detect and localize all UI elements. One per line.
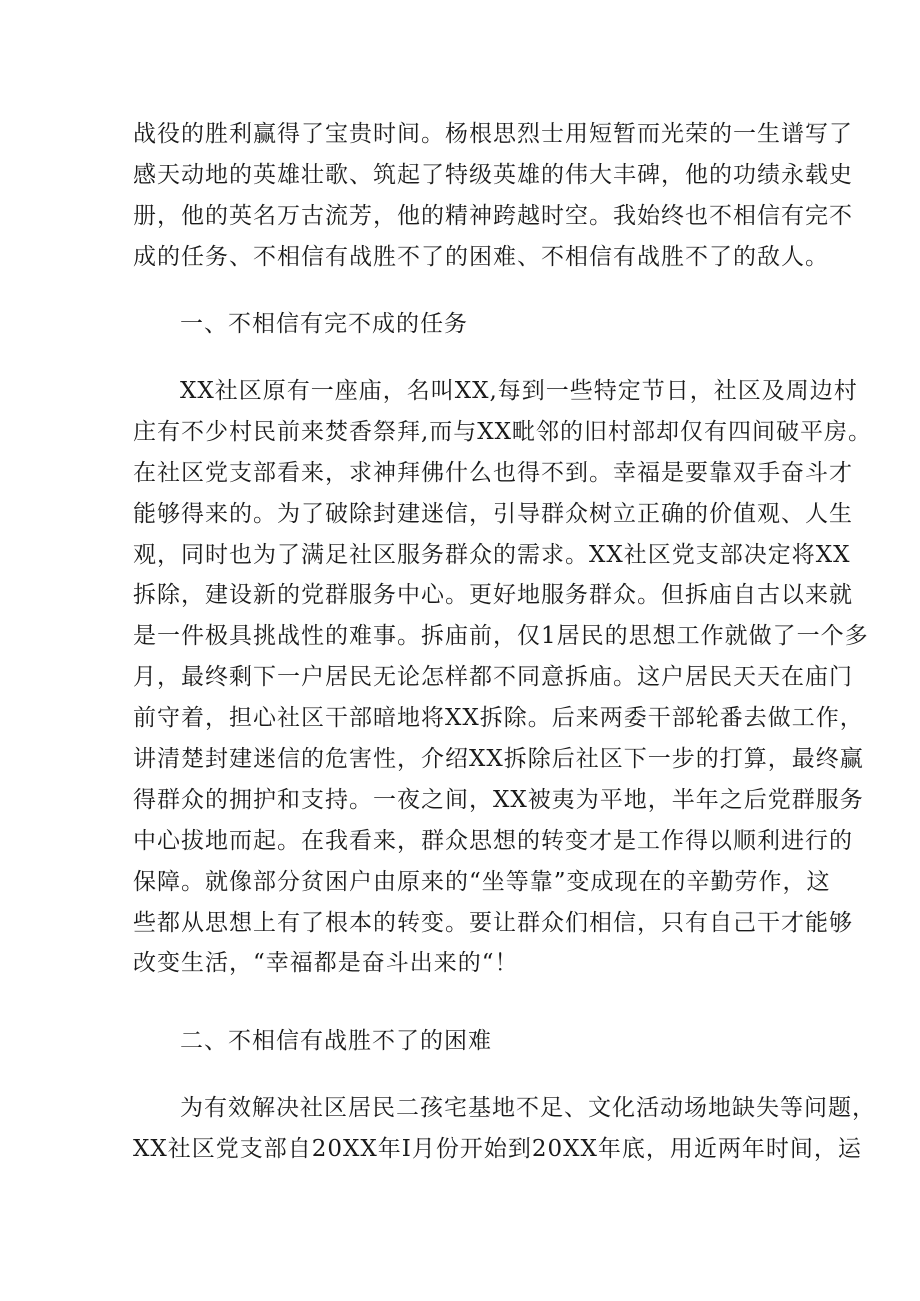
paragraph-line: 得群众的拥护和支持。一夜之间，XX被夷为平地，半年之后党群服务 [133, 786, 864, 813]
paragraph-line: 中心拔地而起。在我看来，群众思想的转变才是工作得以顺利进行的 [133, 827, 853, 854]
paragraph-line: 在社区党支部看来，求神拜佛什么也得不到。幸福是要靠双手奋斗才 [133, 459, 853, 486]
paragraph-line: 讲清楚封建迷信的危害性，介绍XX拆除后社区下一步的打算，最终赢 [133, 746, 864, 773]
paragraph-line: 能够得来的。为了破除封建迷信，引导群众树立正确的价值观、人生 [133, 500, 853, 527]
paragraph-line: 成的任务、不相信有战胜不了的困难、不相信有战胜不了的敌人。 [133, 243, 829, 270]
paragraph-line: 月，最终剩下一户居民无论怎样都不同意拆庙。这户居民天天在庙门 [133, 664, 853, 691]
paragraph-line: 庄有不少村民前来焚香祭拜,而与XX毗邻的旧村部却仅有四间破平房。 [133, 418, 873, 445]
section-1-heading: 一、不相信有完不成的任务 [180, 311, 468, 337]
paragraph-line: 些都从思想上有了根本的转变。要让群众们相信，只有自己干才能够 [133, 909, 853, 936]
paragraph-line: 为有效解决社区居民二孩宅基地不足、文化活动场地缺失等问题， [180, 1095, 876, 1121]
section-2-heading: 二、不相信有战胜不了的困难 [180, 1028, 492, 1054]
paragraph-line: 是一件极具挑战性的难事。拆庙前，仅1居民的思想工作就做了一个多 [133, 623, 869, 650]
paragraph-line: 册，他的英名万古流芳，他的精神跨越时空。我始终也不相信有完不 [133, 202, 853, 229]
paragraph-line: 感天动地的英雄壮歌、筑起了特级英雄的伟大丰碑，他的功绩永载史 [133, 161, 853, 188]
intro-paragraph [133, 114, 853, 278]
paragraph-line: 保障。就像部分贫困户由原来的“坐等靠”变成现在的辛勤劳作，这 [133, 868, 831, 895]
section-2-paragraph [133, 1088, 876, 1170]
section-1-paragraph [133, 371, 873, 984]
paragraph-line: 战役的胜利赢得了宝贵时间。杨根思烈士用短暂而光荣的一生谱写了 [133, 121, 853, 147]
paragraph-line: 改变生活，“幸福都是奋斗出来的“！ [133, 950, 519, 977]
paragraph-line: XX社区原有一座庙，名叫XX,每到一些特定节日，社区及周边村 [180, 378, 858, 404]
paragraph-line: 拆除，建设新的党群服务中心。更好地服务群众。但拆庙自古以来就 [133, 582, 853, 609]
paragraph-line: XX社区党支部自20XX年I月份开始到20XX年底，用近两年时间，运 [133, 1135, 862, 1162]
paragraph-line: 观，同时也为了满足社区服务群众的需求。XX社区党支部决定将XX [133, 541, 851, 568]
paragraph-line: 前守着，担心社区干部暗地将XX拆除。后来两委干部轮番去做工作， [133, 705, 864, 732]
